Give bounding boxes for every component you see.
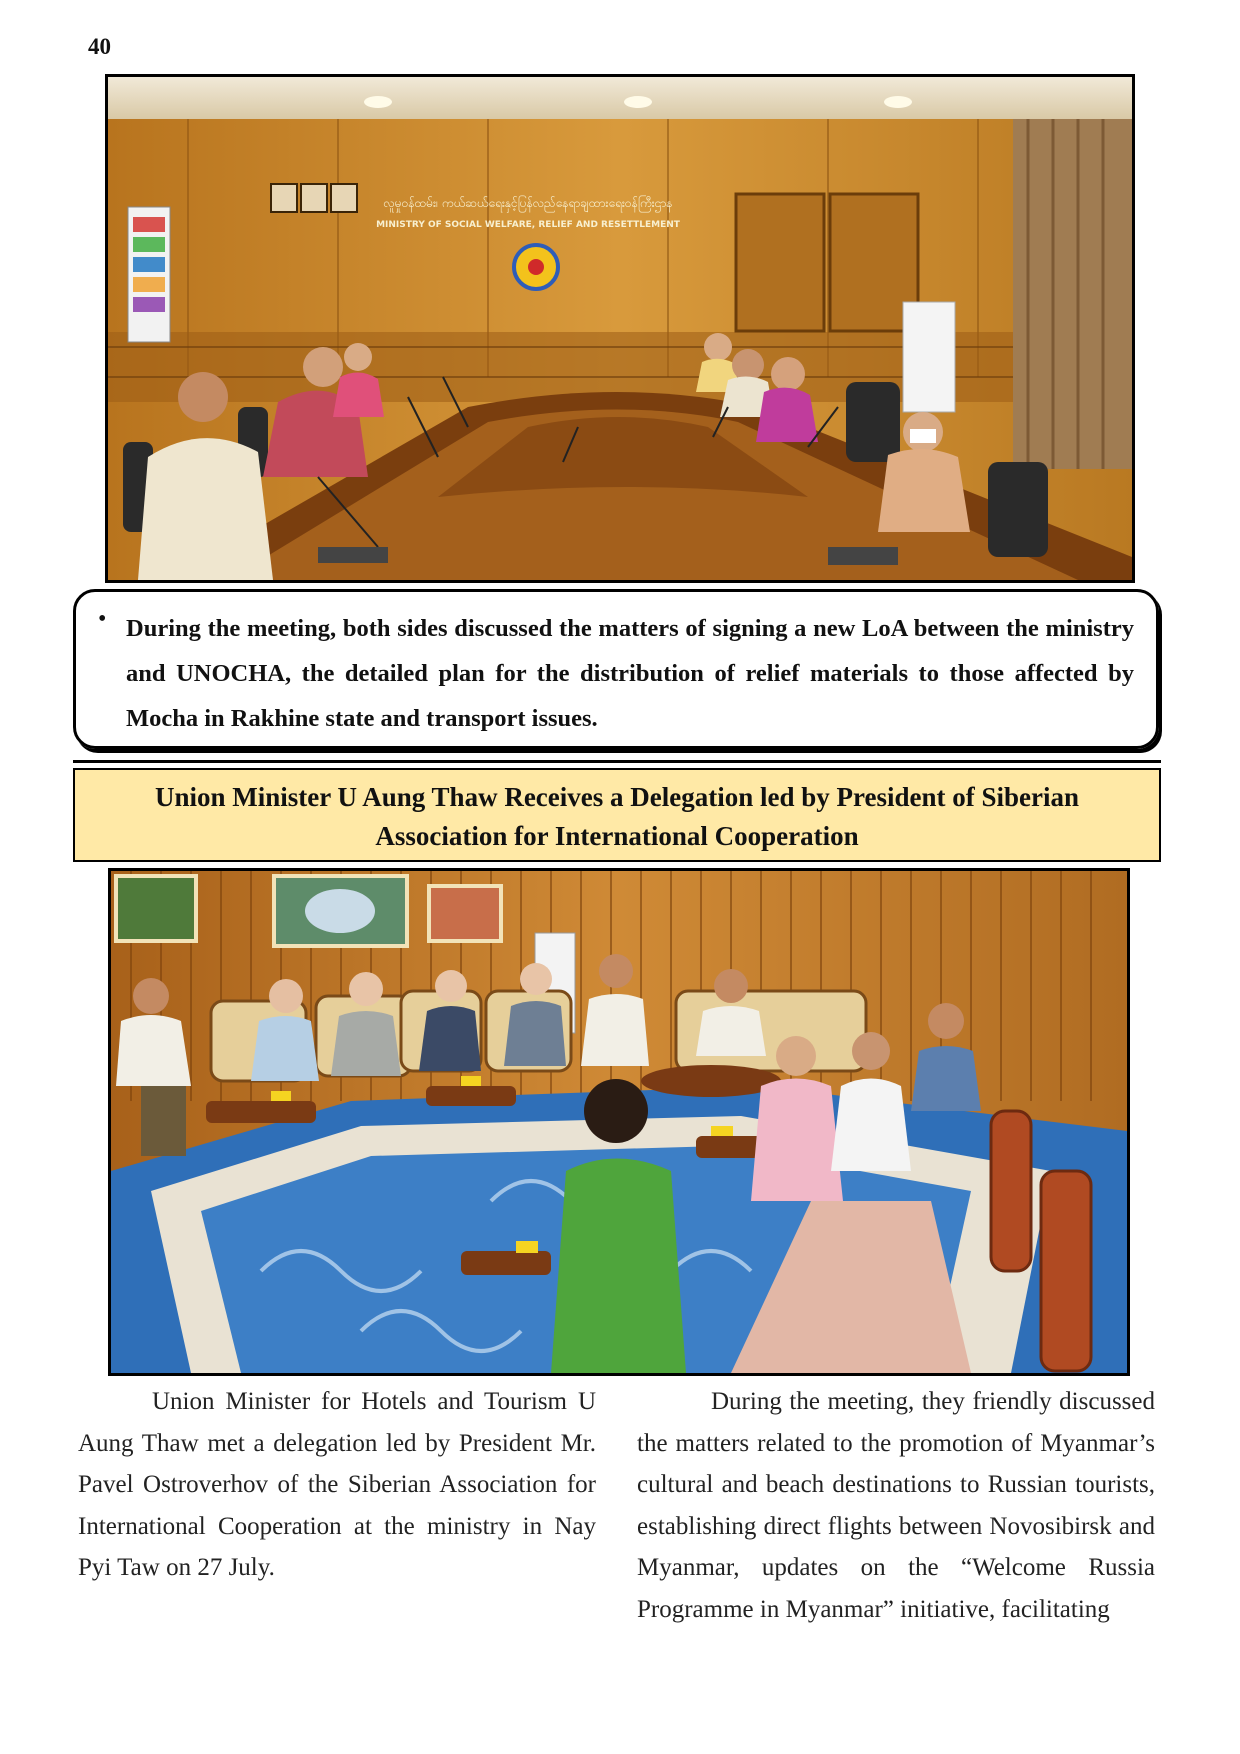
divider-rule	[73, 760, 1161, 763]
sign-burmese-text: လူမှုဝန်ထမ်း၊ ကယ်ဆယ်ရေးနှင့်ပြန်လည်နေရာချထားရေးဝန်ကြီးဌာန	[383, 196, 673, 210]
article-body-right-column	[637, 1381, 1155, 1630]
headline-line-2: Association for International Cooperation	[375, 821, 859, 851]
headline-line-1: Union Minister U Aung Thaw Receives a Delegation led by President of Siberian	[154, 782, 1080, 812]
bullet-icon: •	[98, 606, 107, 632]
article-body-left-column	[78, 1381, 596, 1589]
callout-box	[73, 589, 1159, 749]
article-paragraph-left: Union Minister for Hotels and Tourism U Aung Thaw met a delegation led by President Mr. Pavel Ostroverhov of the Siberian Association for International Cooperation at the ministry in Nay Pyi Taw on 27 July.	[78, 1388, 596, 1581]
callout-text: During the meeting, both sides discussed the matters of signing a new LoA between the ministry and UNOCHA, the detailed plan for the distribution of relief materials to those affected by Mocha in Rakhine state and transport issues.	[126, 615, 1134, 732]
delegation-meeting-photo	[108, 868, 1130, 1376]
article-paragraph-right: During the meeting, they friendly discussed the matters related to the promotion of Myanmar’s cultural and beach destinations to Russian tourists, establishing direct flights between Novosibirsk and Myanmar, updates on the “Welcome Russia Programme in Myanmar” initiative, facilitating	[637, 1388, 1155, 1623]
article-headline	[73, 768, 1161, 862]
meeting-photo-ministry	[105, 74, 1135, 583]
sign-english-text: MINISTRY OF SOCIAL WELFARE, RELIEF AND RESETTLEMENT	[376, 220, 680, 230]
page-number: 40	[88, 34, 111, 59]
